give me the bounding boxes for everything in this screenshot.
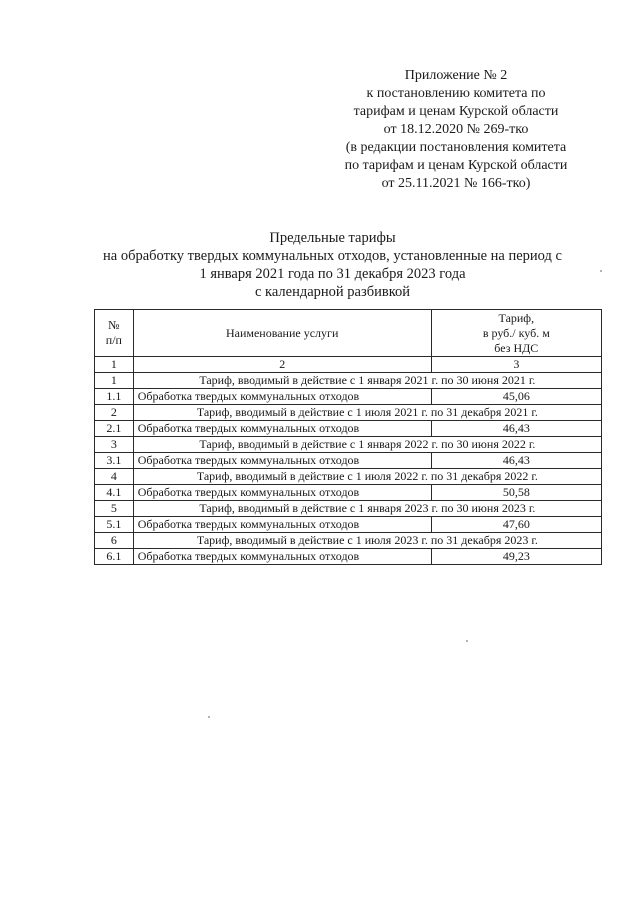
header-service-name: Наименование услуги <box>133 310 431 357</box>
tariff-value: 45,06 <box>431 389 601 405</box>
row-number: 5.1 <box>95 517 134 533</box>
service-row <box>95 517 602 533</box>
tariff-table <box>94 309 602 565</box>
column-number: 3 <box>431 357 601 373</box>
scan-speck <box>600 270 602 272</box>
header-number-cell <box>95 310 134 357</box>
row-number: 3.1 <box>95 453 134 469</box>
tariff-value: 49,23 <box>431 549 601 565</box>
table-header-row <box>95 310 602 357</box>
row-number: 1.1 <box>95 389 134 405</box>
service-name: Обработка твердых коммунальных отходов <box>133 517 431 533</box>
period-description: Тариф, вводимый в действие с 1 января 2023 г. по 30 июня 2023 г. <box>133 501 601 517</box>
scan-speck <box>466 640 468 642</box>
tariff-value: 47,60 <box>431 517 601 533</box>
appendix-line: к постановлению комитета по <box>366 86 546 101</box>
tariff-value: 46,43 <box>431 453 601 469</box>
row-number: 6.1 <box>95 549 134 565</box>
appendix-line: (в редакции постановления комитета <box>345 140 567 155</box>
period-row <box>95 405 602 421</box>
period-row <box>95 501 602 517</box>
period-description: Тариф, вводимый в действие с 1 января 2022 г. по 30 июня 2022 г. <box>133 437 601 453</box>
service-name: Обработка твердых коммунальных отходов <box>133 485 431 501</box>
period-description: Тариф, вводимый в действие с 1 января 2021 г. по 30 июня 2021 г. <box>133 373 601 389</box>
appendix-line: от 25.11.2021 № 166-тко) <box>381 176 531 191</box>
service-row <box>95 389 602 405</box>
title-line: на обработку твердых коммунальных отходов, установленные на период с <box>103 248 562 264</box>
service-name: Обработка твердых коммунальных отходов <box>133 549 431 565</box>
appendix-header <box>318 67 594 193</box>
title-line: Предельные тарифы <box>269 230 396 246</box>
period-row <box>95 533 602 549</box>
row-number: 6 <box>95 533 134 549</box>
service-row <box>95 421 602 437</box>
column-number: 2 <box>133 357 431 373</box>
row-number: 5 <box>95 501 134 517</box>
period-description: Тариф, вводимый в действие с 1 июля 2023 г. по 31 декабря 2023 г. <box>133 533 601 549</box>
header-tariff-label: Тариф, <box>498 310 535 325</box>
row-number: 2.1 <box>95 421 134 437</box>
period-description: Тариф, вводимый в действие с 1 июля 2022 г. по 31 декабря 2022 г. <box>133 469 601 485</box>
title-line: с календарной разбивкой <box>254 284 411 300</box>
document-title <box>80 229 585 301</box>
service-row <box>95 453 602 469</box>
period-row <box>95 469 602 485</box>
service-name: Обработка твердых коммунальных отходов <box>133 453 431 469</box>
row-number: 3 <box>95 437 134 453</box>
row-number: 1 <box>95 373 134 389</box>
appendix-line: тарифам и ценам Курской области <box>353 104 559 119</box>
column-number-row <box>95 357 602 373</box>
service-row <box>95 485 602 501</box>
header-tariff-label: в руб./ куб. м <box>482 325 550 340</box>
header-tariff-label: без НДС <box>494 340 539 355</box>
appendix-line: по тарифам и ценам Курской области <box>344 158 568 173</box>
title-line: 1 января 2021 года по 31 декабря 2023 года <box>199 266 466 282</box>
row-number: 4 <box>95 469 134 485</box>
tariff-value: 50,58 <box>431 485 601 501</box>
header-number-label: № <box>108 318 120 332</box>
period-row <box>95 437 602 453</box>
tariff-value: 46,43 <box>431 421 601 437</box>
row-number: 4.1 <box>95 485 134 501</box>
service-name: Обработка твердых коммунальных отходов <box>133 389 431 405</box>
header-number-label: п/п <box>105 333 122 347</box>
row-number: 2 <box>95 405 134 421</box>
period-row <box>95 373 602 389</box>
appendix-line: от 18.12.2020 № 269-тко <box>383 122 529 137</box>
service-row <box>95 549 602 565</box>
column-number: 1 <box>95 357 134 373</box>
service-name: Обработка твердых коммунальных отходов <box>133 421 431 437</box>
scan-speck <box>208 716 210 718</box>
header-tariff-cell <box>431 310 601 357</box>
period-description: Тариф, вводимый в действие с 1 июля 2021 г. по 31 декабря 2021 г. <box>133 405 601 421</box>
appendix-line: Приложение № 2 <box>404 68 508 83</box>
